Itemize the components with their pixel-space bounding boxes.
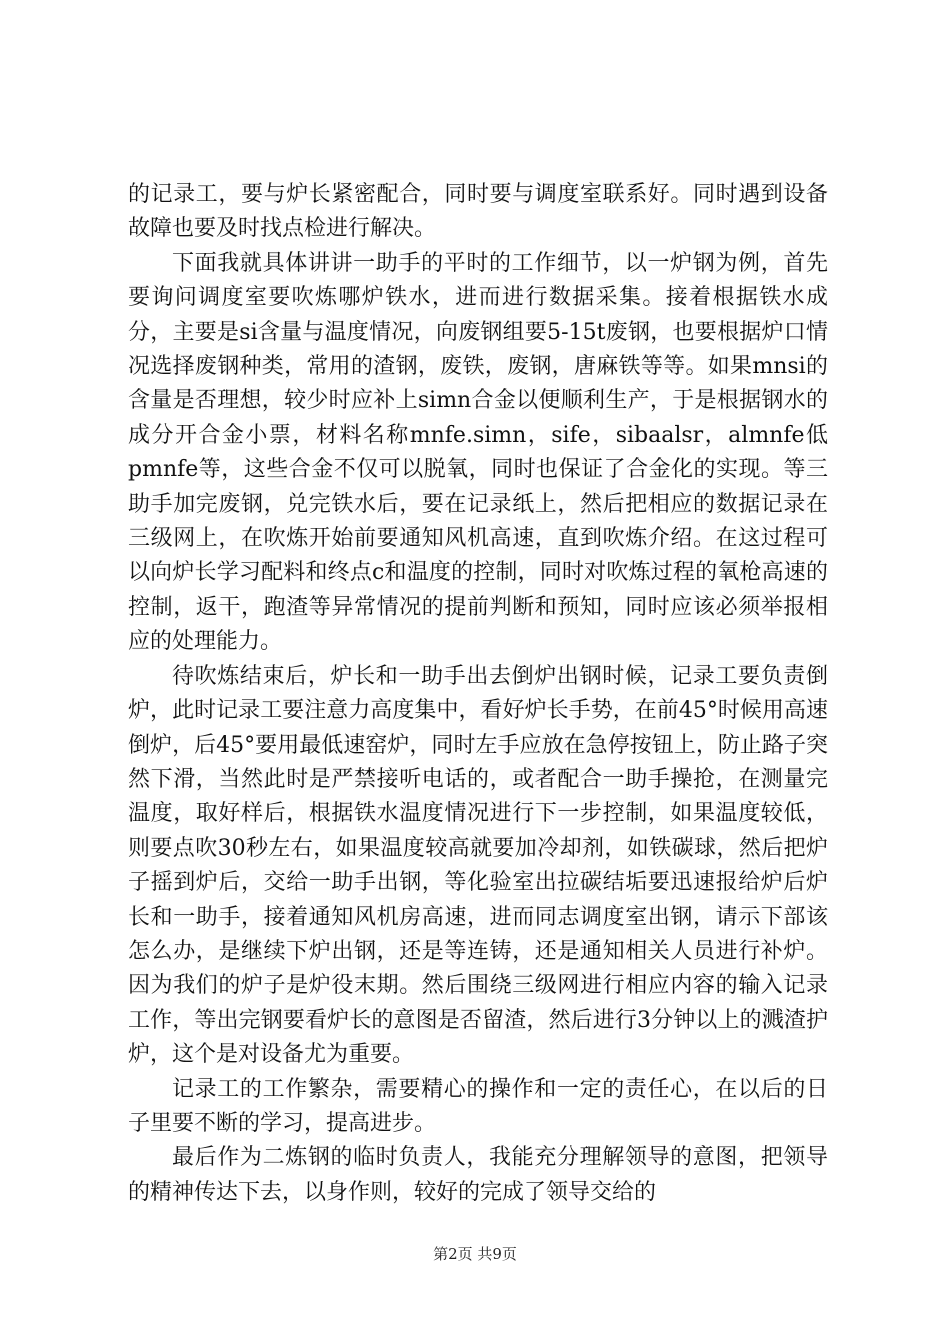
paragraph-4: 记录工的工作繁杂，需要精心的操作和一定的责任心，在以后的日子里要不断的学习，提高进步。 xyxy=(128,1076,828,1136)
paragraph-1: 的记录工，要与炉长紧密配合，同时要与调度室联系好。同时遇到设备故障也要及时找点检进行解决。 xyxy=(128,182,828,242)
page-number-footer: 第2页 共9页 xyxy=(433,1245,517,1263)
paragraph-5: 最后作为二炼钢的临时负责人，我能充分理解领导的意图，把领导的精神传达下去，以身作则，较好的完成了领导交给的 xyxy=(128,1145,828,1205)
paragraph-2: 下面我就具体讲讲一助手的平时的工作细节，以一炉钢为例，首先要询问调度室要吹炼哪炉铁水，进而进行数据采集。接着根据铁水成分，主要是si含量与温度情况，向废钢组要5-15t废钢，也要根据炉口情况选择废钢种类，常用的渣钢，废铁，废钢，唐麻铁等等。如果mnsi的含量是否理想，较少时应补上simn合金以便顺利生产，于是根据钢水的成分开合金小票，材料名称mnfe.simn，sife，sibaalsr，almnfe低pmnfe等，这些合金不仅可以脱氧，同时也保证了合金化的实现。等三助手加完废钢，兑完铁水后，要在记录纸上，然后把相应的数据记录在三级网上，在吹炼开始前要通知风机高速，直到吹炼介绍。在这过程可以向炉长学习配料和终点c和温度的控制，同时对吹炼过程的氧枪高速的控制，返干，跑渣等异常情况的提前判断和预知，同时应该必须举报相应的处理能力。 xyxy=(128,250,828,655)
document-body xyxy=(128,178,828,1210)
paragraph-3: 待吹炼结束后，炉长和一助手出去倒炉出钢时候，记录工要负责倒炉，此时记录工要注意力高度集中，看好炉长手势，在前45°时候用高速倒炉，后45°要用最低速窑炉，同时左手应放在急停按钮上，防止路子突然下滑，当然此时是严禁接听电话的，或者配合一助手操抢，在测量完温度，取好样后，根据铁水温度情况进行下一步控制，如果温度较低，则要点吹30秒左右，如果温度较高就要加冷却剂，如铁碳球，然后把炉子摇到炉后，交给一助手出钢，等化验室出拉碳结垢要迅速报给炉后炉长和一助手，接着通知风机房高速，进而同志调度室出钢，请示下部该怎么办，是继续下炉出钢，还是等连铸，还是通知相关人员进行补炉。因为我们的炉子是炉役末期。然后围绕三级网进行相应内容的输入记录工作，等出完钢要看炉长的意图是否留渣，然后进行3分钟以上的溅渣护炉，这个是对设备尤为重要。 xyxy=(128,663,828,1068)
